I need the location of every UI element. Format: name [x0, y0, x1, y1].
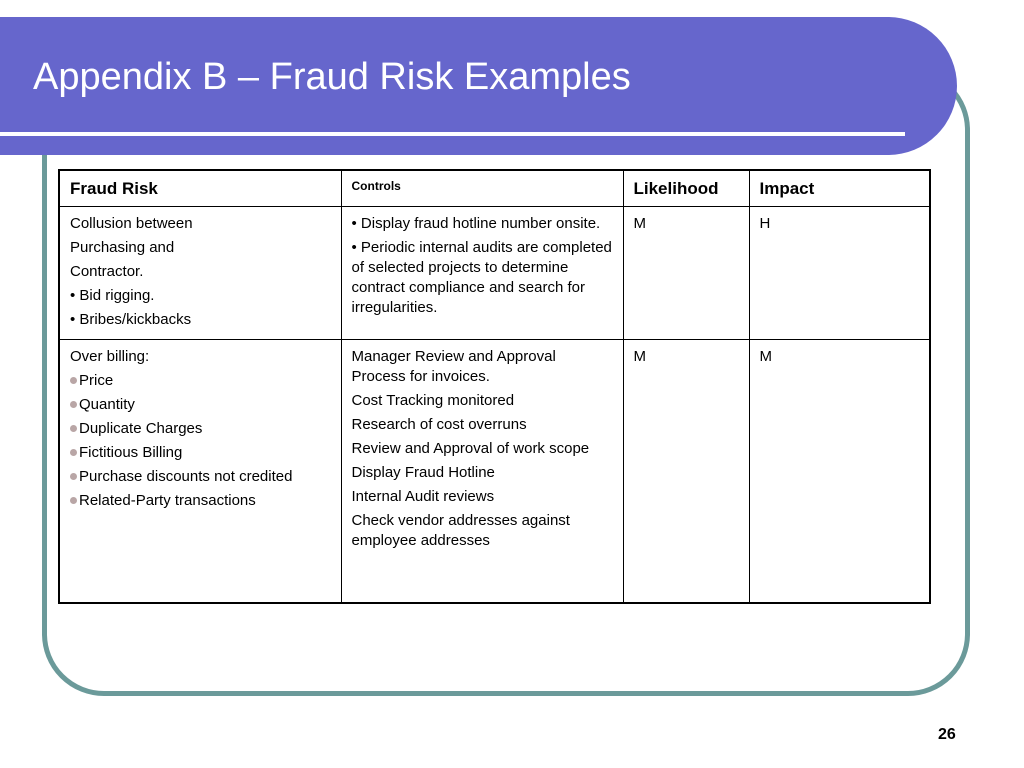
risk-line: • Bribes/kickbacks — [70, 311, 192, 328]
control-line: Manager Review and Approval Process for invoices. — [351, 348, 556, 385]
control-line: • Periodic internal audits are completed of selected projects to determine contract compliance and search for irregularities. — [351, 239, 612, 316]
risk-bullet-text: Related-Party transactions — [79, 492, 256, 509]
controls-cell — [341, 207, 623, 340]
table-row — [59, 207, 930, 340]
table-header-row — [59, 170, 930, 207]
control-line: Check vendor addresses against employee addresses — [351, 512, 570, 549]
risk-bullet-text: Fictitious Billing — [79, 444, 183, 461]
table-row — [59, 340, 930, 604]
impact-cell: H — [749, 207, 930, 340]
header-impact: Impact — [749, 170, 930, 207]
fraud-risk-cell — [59, 207, 341, 340]
risk-bullet-text: Duplicate Charges — [79, 420, 203, 437]
risk-bullet-item — [70, 419, 332, 439]
risk-bullet-item — [70, 467, 332, 487]
risk-bullet-text: Quantity — [79, 396, 135, 413]
header-fraud-risk: Fraud Risk — [59, 170, 341, 207]
bullet-dot-icon — [70, 401, 77, 408]
controls-cell — [341, 340, 623, 604]
risk-line: Contractor. — [70, 263, 144, 280]
control-line: Research of cost overruns — [351, 416, 527, 433]
control-line: Review and Approval of work scope — [351, 440, 590, 457]
page-number: 26 — [938, 726, 956, 743]
title-rule — [0, 132, 905, 136]
risk-bullet-item — [70, 443, 332, 463]
bullet-dot-icon — [70, 473, 77, 480]
risk-heading: Over billing: — [70, 348, 150, 365]
risk-bullet-item — [70, 491, 332, 511]
likelihood-cell: M — [623, 340, 749, 604]
header-likelihood: Likelihood — [623, 170, 749, 207]
bullet-dot-icon — [70, 425, 77, 432]
risk-bullet-text: Purchase discounts not credited — [79, 468, 293, 485]
risk-bullet-item — [70, 395, 332, 415]
risk-line: Purchasing and — [70, 239, 175, 256]
slide-title: Appendix B – Fraud Risk Examples — [33, 56, 631, 98]
fraud-risk-table — [58, 169, 931, 604]
fraud-risk-cell — [59, 340, 341, 604]
impact-cell: M — [749, 340, 930, 604]
risk-bullet-text: Price — [79, 372, 114, 389]
control-line: Display Fraud Hotline — [351, 464, 495, 481]
likelihood-cell: M — [623, 207, 749, 340]
bullet-dot-icon — [70, 497, 77, 504]
bullet-dot-icon — [70, 449, 77, 456]
control-line: Cost Tracking monitored — [351, 392, 515, 409]
bullet-dot-icon — [70, 377, 77, 384]
risk-line: • Bid rigging. — [70, 287, 155, 304]
risk-line: Collusion between — [70, 215, 193, 232]
control-line: • Display fraud hotline number onsite. — [351, 215, 601, 232]
risk-bullet-item — [70, 371, 332, 391]
control-line: Internal Audit reviews — [351, 488, 495, 505]
header-controls: Controls — [341, 170, 623, 207]
